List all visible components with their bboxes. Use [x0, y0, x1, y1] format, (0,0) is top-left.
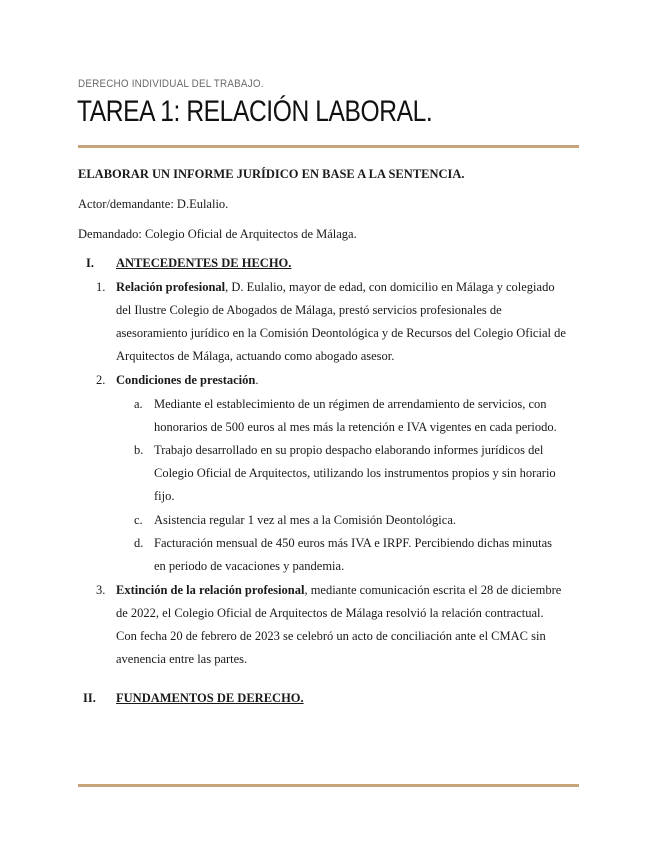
item-1-number: 1. [96, 280, 106, 294]
top-divider [78, 145, 579, 148]
sub-c-line-1: Asistencia regular 1 vez al mes a la Comisión Deontológica. [154, 513, 456, 527]
item-3-line-2: de 2022, el Colegio Oficial de Arquitectos de Málaga resolvió la relación contractual. [116, 606, 544, 620]
item-2-tail: . [255, 373, 259, 387]
sub-c-letter: c. [134, 513, 143, 527]
sub-a-line-2: honorarios de 500 euros al mes más la retención e IVA vigentes en cada periodo. [154, 420, 557, 434]
document-title: TAREA 1: RELACIÓN LABORAL. [77, 95, 433, 128]
item-3-line-1 [116, 579, 561, 602]
item-3-line-4: avenencia entre las partes. [116, 652, 248, 666]
item-1-text [116, 276, 586, 368]
item-3-bold: Extinción de la relación profesional [116, 583, 305, 597]
sub-d-letter: d. [134, 536, 144, 550]
item-3-line-3: Con fecha 20 de febrero de 2023 se celebró un acto de conciliación ante el CMAC sin [116, 629, 546, 643]
item-2-number: 2. [96, 373, 106, 387]
item-3-number: 3. [96, 583, 106, 597]
item-1-line-1 [116, 276, 586, 299]
item-3-text [116, 579, 561, 671]
document-kicker: DERECHO INDIVIDUAL DEL TRABAJO. [78, 78, 264, 90]
section-2-numeral: II. [83, 691, 96, 705]
sub-a-letter: a. [134, 397, 143, 411]
item-2-bold: Condiciones de prestación [116, 373, 256, 387]
section-1-numeral: I. [86, 256, 94, 270]
item-1-line-1-text: , D. Eulalio, mayor de edad, con domicilio en Málaga y colegiado [225, 280, 555, 294]
item-1-line-4: Arquitectos de Málaga, actuando como abogado asesor. [116, 349, 395, 363]
demandado-line: Demandado: Colegio Oficial de Arquitectos de Málaga. [78, 227, 357, 241]
item-3-line-1-text: , mediante comunicación escrita el 28 de diciembre [304, 583, 562, 597]
intro-heading: ELABORAR UN INFORME JURÍDICO EN BASE A LA SENTENCIA. [78, 167, 465, 181]
sub-d-line-2: en periodo de vacaciones y pandemia. [154, 559, 345, 573]
sub-b-line-1: Trabajo desarrollado en su propio despacho elaborando informes jurídicos del [154, 443, 544, 457]
section-1-title: ANTECEDENTES DE HECHO. [116, 256, 292, 270]
sub-b-letter: b. [134, 443, 144, 457]
sub-b-line-2: Colegio Oficial de Arquitectos, utilizando los instrumentos propios y sin horario [154, 466, 556, 480]
bottom-divider [78, 784, 579, 787]
actor-line: Actor/demandante: D.Eulalio. [78, 197, 229, 211]
sub-c-text [154, 509, 456, 532]
sub-a-line-1: Mediante el establecimiento de un régimen de arrendamiento de servicios, con [154, 397, 547, 411]
sub-d-text [154, 532, 552, 578]
item-1-line-3: asesoramiento jurídico en la Comisión Deontológica y de Recursos del Colegio Oficial de [116, 326, 566, 340]
section-2-title: FUNDAMENTOS DE DERECHO. [116, 691, 304, 705]
sub-a-text [154, 393, 557, 439]
sub-b-line-3: fijo. [154, 489, 175, 503]
item-1-bold: Relación profesional [116, 280, 226, 294]
item-2-heading [116, 369, 259, 392]
sub-d-line-1: Facturación mensual de 450 euros más IVA e IRPF. Percibiendo dichas minutas [154, 536, 553, 550]
item-1-line-2: del Ilustre Colegio de Abogados de Málaga, prestó servicios profesionales de [116, 303, 502, 317]
sub-b-text [154, 439, 556, 508]
